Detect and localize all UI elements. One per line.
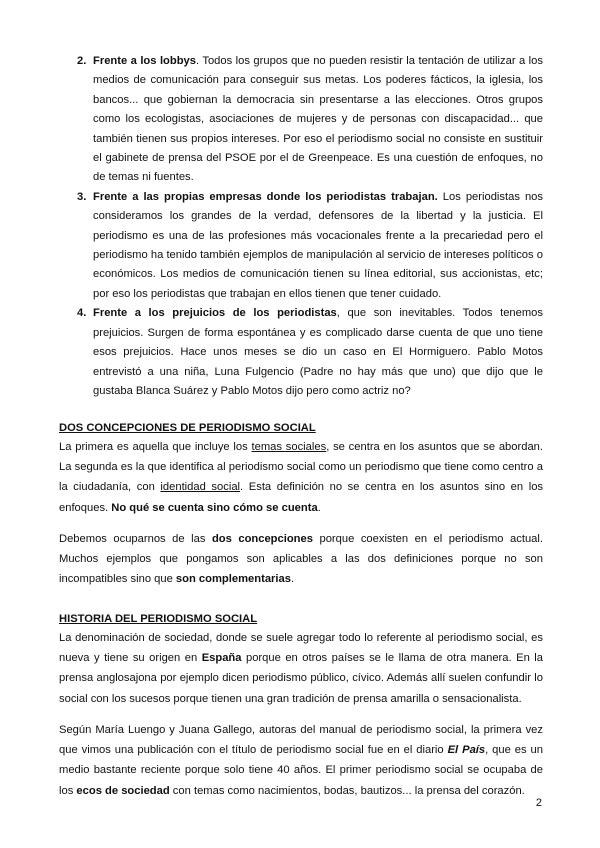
paragraph: La denominación de sociedad, donde se suele agregar todo lo referente al periodismo social, es nueva y tiene su origen en España porque en otros países se le llama de otra manera. En la prensa anglosajona por ejemplo dicen periodismo público, cívico. Además allí suelen confundir lo social con los sucesos porque tienen una gran tradición de prensa amarilla o sensacionalista. — [59, 632, 543, 705]
list-item-title: Frente a los prejuicios de los periodistas — [93, 307, 337, 320]
page-number: 2 — [535, 797, 542, 809]
paragraph: Debemos ocuparnos de las dos concepciones porque coexisten en el periodismo actual. Muchos ejemplos que pongamos son aplicables a las dos definiciones porque no son incompatibles sino que son complementarias. — [59, 533, 543, 586]
paragraph: La primera es aquella que incluye los temas sociales, se centra en los asuntos que se abordan. La segunda es la que identifica al periodismo social como un periodismo que tiene como centro a la ciudadanía, con identidad social. Esta definición no se centra en los asuntos sino en los enfoques. No qué se cuenta sino cómo se cuenta. — [59, 441, 544, 514]
numbered-list — [59, 52, 543, 401]
list-item-text: . Todos los grupos que no pueden resistir la tentación de utilizar a los medios de comunicación para conseguir sus metas. Los poderes fácticos, la iglesia, los bancos... que gobiernan la democracia sin presentarse a las elecciones. Otros grupos como los ecologistas, asociaciones de mujeres y de personas con discapacidad... que también tienen sus propios intereses. Por eso el periodismo social no consiste en sustituir el gabinete de prensa del PSOE por el de Greenpeace. Es una cuestión de enfoques, no de temas ni fuentes. — [93, 55, 543, 184]
list-item-text: , que son inevitables. Todos tenemos prejuicios. Surgen de forma espontánea y es complicado darse cuenta de que uno tiene esos prejuicios. Hace unos meses se dio un caso en El Hormiguero. Pablo Motos entrevistó a una niña, Luna Fulgencio (Padre no hay más que uno) que dijo que le gustaba Blanca Suárez y Pablo Motos dijo pero como actriz no? — [93, 307, 543, 397]
list-item-text: Los periodistas nos consideramos los grandes de la verdad, defensores de la libertad y la justicia. El periodismo es una de las profesiones más vocacionales frente a la precariedad pero el periodismo ha tenido también ejemplos de manipulación al servicio de intereses políticos o económicos. Los medios de comunicación tienen su línea editorial, sus accionistas, etc; por eso los periodistas que trabajan en ellos tienen que tener cuidado. — [93, 190, 543, 300]
list-item-title: Frente a los lobbys — [93, 55, 196, 67]
list-number: 3. — [77, 190, 87, 203]
paragraph: Según María Luengo y Juana Gallego, autoras del manual de periodismo social, la primera vez que vimos una publicación con el título de periodismo social fue en el diario El País, que es un medio bastante reciente porque solo tiene 40 años. El primer periodismo social se ocupaba de los ecos de sociedad con temas como nacimientos, bodas, bautizos... la prensa del corazón. — [59, 724, 543, 797]
list-item — [59, 188, 543, 304]
list-number: 4. — [77, 307, 87, 320]
list-number: 2. — [77, 55, 87, 67]
list-item — [59, 52, 543, 188]
list-item — [59, 304, 543, 401]
section-heading-concepciones: DOS CONCEPCIONES DE PERIODISMO SOCIAL — [59, 422, 316, 434]
section-heading-historia: HISTORIA DEL PERIODISMO SOCIAL — [59, 613, 258, 625]
list-item-title: Frente a las propias empresas donde los periodistas trabajan. — [93, 190, 438, 203]
